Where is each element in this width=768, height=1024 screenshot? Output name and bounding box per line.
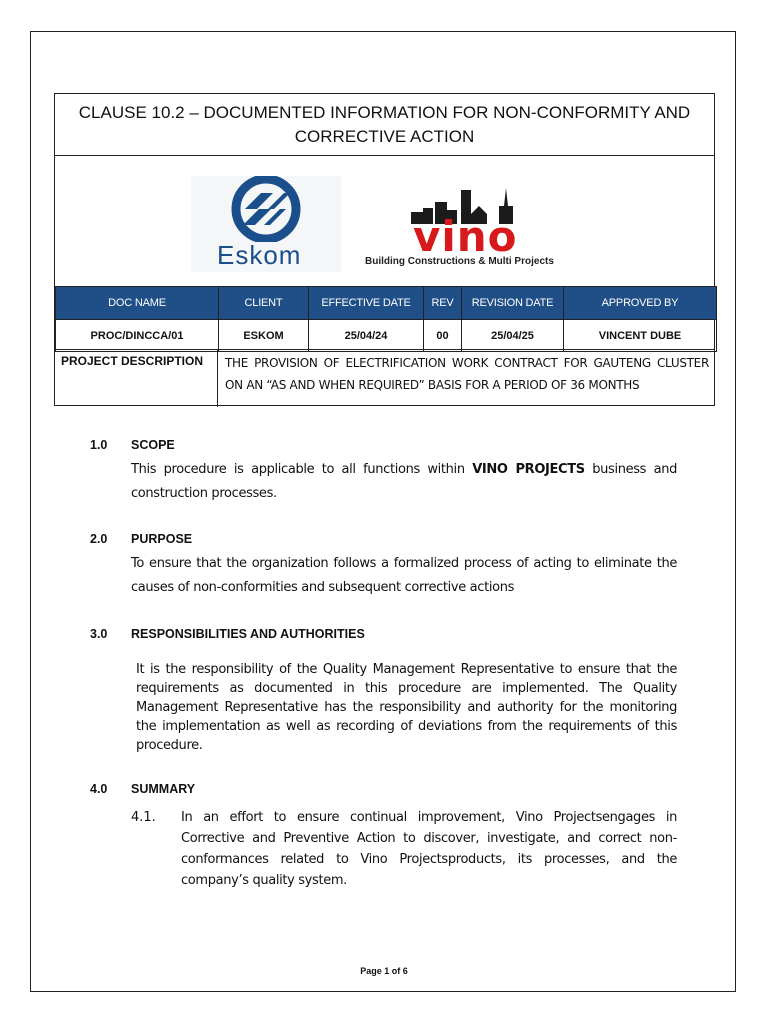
value-doc-name: PROC/DINCCA/01 bbox=[56, 320, 219, 352]
section-number: 3.0 bbox=[90, 627, 108, 641]
vino-tagline: Building Constructions & Multi Projects bbox=[365, 256, 554, 267]
eskom-logo bbox=[191, 176, 341, 272]
section-number: 1.0 bbox=[90, 438, 108, 452]
header-doc-name: DOC NAME bbox=[56, 287, 219, 320]
value-approved-by: VINCENT DUBE bbox=[564, 320, 717, 352]
scope-text: This procedure is applicable to all functions within bbox=[131, 462, 473, 477]
purpose-paragraph: To ensure that the organization follows a formalized process of acting to eliminate the causes of non-conformities and subsequent corrective actions bbox=[131, 556, 677, 595]
section-title-purpose: PURPOSE bbox=[131, 532, 193, 546]
document-header bbox=[54, 93, 715, 406]
responsibilities-paragraph: It is the responsibility of the Quality Management Representative to ensure that the requirements as documented in this procedure are implemented. The Quality Management Representative has the responsibility and authority for the monitoring the implementation as well as recording of deviations from the requirements of this procedure. bbox=[136, 662, 677, 753]
document-title: CLAUSE 10.2 – DOCUMENTED INFORMATION FOR NON-CONFORMITY AND CORRECTIVE ACTION bbox=[55, 94, 714, 156]
section-title-responsibilities: RESPONSIBILITIES AND AUTHORITIES bbox=[131, 627, 365, 641]
scope-company-name: VINO PROJECTS bbox=[472, 462, 585, 477]
header-revision-date: REVISION DATE bbox=[462, 287, 564, 320]
meta-value-row bbox=[56, 320, 717, 352]
header-approved-by: APPROVED BY bbox=[564, 287, 717, 320]
scope-paragraph bbox=[131, 458, 677, 506]
value-revision-date: 25/04/25 bbox=[462, 320, 564, 352]
summary-paragraph: In an effort to ensure continual improvement, Vino Projectsengages in Corrective and Preventive Action to discover, investigate, and correct non-conformances related to Vino Projectsproducts, its processes, and the company’s quality system. bbox=[181, 810, 677, 888]
section-title-scope: SCOPE bbox=[131, 438, 175, 452]
eskom-emblem-icon bbox=[191, 176, 341, 242]
header-effective-date: EFFECTIVE DATE bbox=[309, 287, 424, 320]
value-effective-date: 25/04/24 bbox=[309, 320, 424, 352]
section-title-summary: SUMMARY bbox=[131, 782, 196, 796]
section-number: 2.0 bbox=[90, 532, 108, 546]
project-description-label: PROJECT DESCRIPTION bbox=[55, 350, 218, 407]
document-meta-table bbox=[55, 286, 717, 352]
value-rev: 00 bbox=[424, 320, 462, 352]
page-number: Page 1 of 6 bbox=[360, 966, 408, 976]
subsection-number: 4.1. bbox=[131, 810, 156, 825]
header-client: CLIENT bbox=[219, 287, 309, 320]
header-rev: REV bbox=[424, 287, 462, 320]
vino-logo bbox=[361, 184, 571, 274]
project-description-row bbox=[55, 349, 714, 407]
section-number: 4.0 bbox=[90, 782, 108, 796]
vino-wordmark: vino bbox=[413, 212, 518, 261]
scope-text-end: business and construction processes. bbox=[131, 462, 677, 501]
logo-row bbox=[55, 156, 714, 286]
project-description-text: THE PROVISION OF ELECTRIFICATION WORK CONTRACT FOR GAUTENG CLUSTER ON AN “AS AND WHEN REQUIRED” BASIS FOR A PERIOD OF 36 MONTHS bbox=[225, 356, 709, 392]
value-client: ESKOM bbox=[219, 320, 309, 352]
eskom-wordmark: Eskom bbox=[217, 240, 302, 270]
meta-header-row bbox=[56, 287, 717, 320]
